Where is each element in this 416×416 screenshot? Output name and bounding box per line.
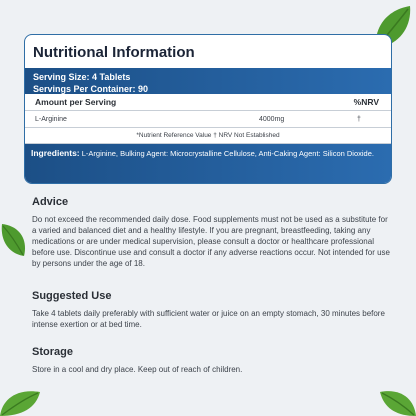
suggested-use-text: Take 4 tablets daily preferably with sufficient water or juice on an empty stomach, 30 minutes before intense exertion or at bed time. <box>32 309 385 329</box>
ingredients-label: Ingredients: <box>31 148 80 158</box>
nutrition-panel <box>24 34 392 184</box>
leaf-icon <box>0 386 44 416</box>
storage-section <box>32 346 390 375</box>
panel-title: Nutritional Information <box>33 44 195 61</box>
nutrient-nrv: † <box>357 115 361 123</box>
storage-heading: Storage <box>32 346 73 358</box>
advice-text: Do not exceed the recommended daily dose. Food supplements must not be used as a substitute for a varied and balanced diet and a healthy lifestyle. If you are pregnant, breastfeeding, taking any medications or are under medical supervision, please consult a doctor or healthcare professional before use. Discontinue use and consult a doctor if any adverse reactions occur. Not intended for use by persons under the age of 18. <box>32 215 390 268</box>
advice-heading: Advice <box>32 196 69 208</box>
serving-size: Serving Size: 4 Tablets <box>33 72 131 82</box>
ingredients-text: L-Arginine, Bulking Agent: Microcrystalline Cellulose, Anti-Caking Agent: Silicon Dioxide. <box>79 149 374 158</box>
table-header <box>25 94 391 111</box>
nutrient-name: L-Arginine <box>35 115 67 123</box>
leaf-icon <box>0 222 28 258</box>
leaf-icon <box>376 386 416 416</box>
nrv-header: %NRV <box>353 97 379 107</box>
footnote: *Nutrient Reference Value † NRV Not Established <box>25 128 391 144</box>
storage-text: Store in a cool and dry place. Keep out of reach of children. <box>32 365 243 374</box>
serving-band <box>25 68 391 94</box>
table-row <box>25 111 391 128</box>
suggested-use-heading: Suggested Use <box>32 290 112 302</box>
amount-header: Amount per Serving <box>35 97 117 107</box>
suggested-use-section <box>32 290 390 330</box>
advice-section <box>32 196 390 269</box>
ingredients <box>25 144 391 184</box>
servings-per-container: Servings Per Container: 90 <box>33 84 149 94</box>
nutrient-amount: 4000mg <box>259 115 285 123</box>
